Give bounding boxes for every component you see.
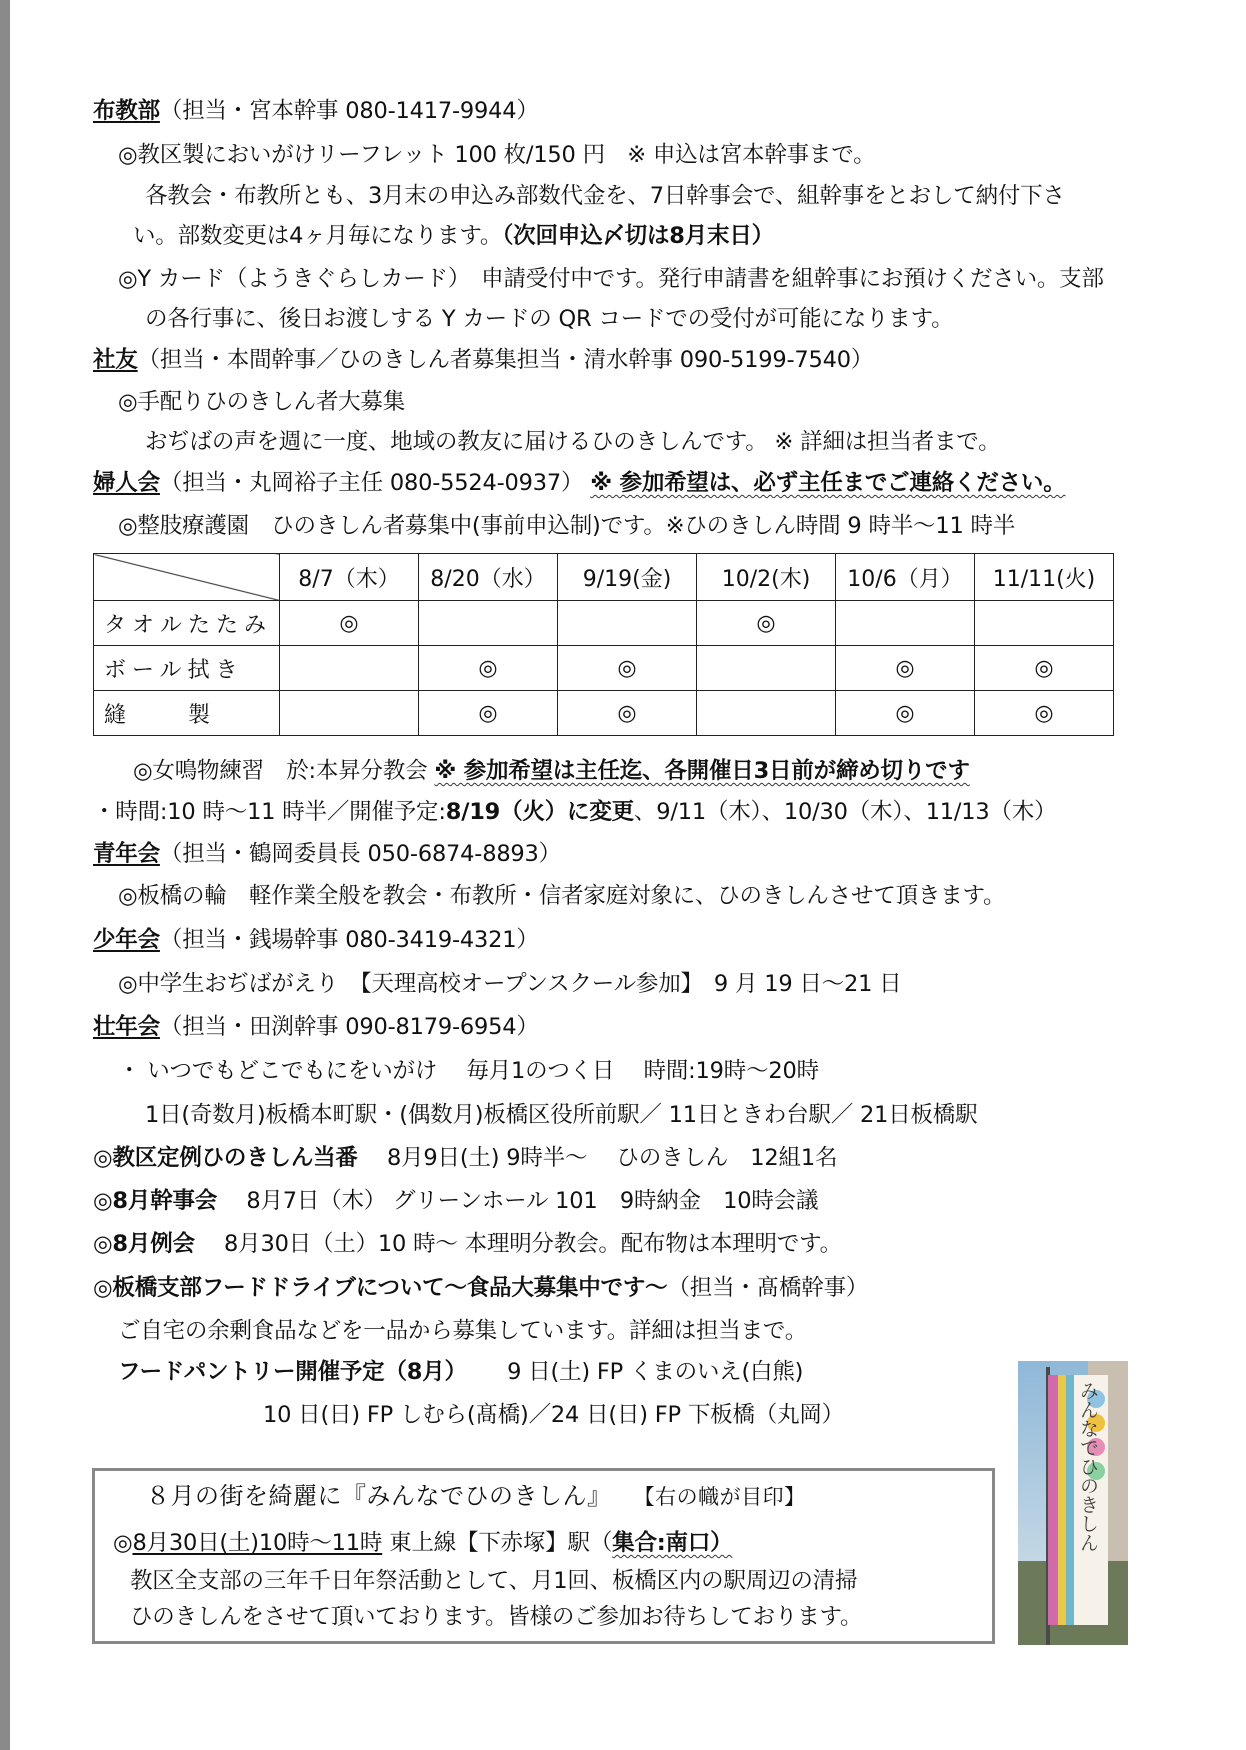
schedule-date: 8/20（水） [419, 554, 558, 601]
text-segment: 布教部 [93, 98, 160, 124]
schedule-date: 10/2(木) [697, 554, 836, 601]
schedule-row [94, 601, 1114, 646]
schedule-cell: ◎ [558, 691, 697, 736]
nobori-flag-photo [1018, 1361, 1128, 1645]
text-segment: 少年会 [93, 927, 160, 953]
text-segment: 1日(奇数月)板橋本町駅・(偶数月)板橋区役所前駅／ 11日ときわ台駅／ 21日板橋駅 [145, 1102, 978, 1128]
text-line [93, 1186, 818, 1216]
banner-title: ８月の街を綺麗に『みんなでひのきしん』 [146, 1482, 612, 1510]
schedule-date: 8/7（木） [280, 554, 419, 601]
text-line [93, 797, 1056, 827]
text-segment: おぢばの声を週に一度、地域の教友に届けるひのきしんです。 ※ 詳細は担当者まで。 [145, 429, 1001, 455]
text-segment: 婦人会 [93, 470, 160, 496]
text-segment: （担当・宮本幹事 080-1417-9944） [159, 98, 539, 124]
flag-photo-graphic [1018, 1361, 1128, 1645]
banner-prefix: ◎ [113, 1530, 133, 1556]
text-line [118, 1316, 807, 1346]
schedule-cell [697, 691, 836, 736]
text-line [118, 1056, 819, 1086]
text-line [93, 96, 539, 126]
text-segment: 社友 [93, 347, 138, 373]
text-line [118, 140, 875, 170]
text-line [133, 756, 970, 786]
schedule-row-label: ボール拭き [94, 646, 280, 691]
schedule-cell [558, 601, 697, 646]
schedule-date: 10/6（月） [836, 554, 975, 601]
schedule-cell [419, 601, 558, 646]
page-edge [0, 0, 10, 1750]
text-segment: 8/19（火）に変更 [445, 799, 634, 825]
text-line [145, 427, 1000, 457]
text-segment: 8月30日（土）10 時～ 本理明分教会。配布物は本理明です。 [194, 1231, 842, 1257]
schedule-cell: ◎ [419, 646, 558, 691]
text-line [118, 969, 901, 999]
text-line [145, 1100, 977, 1130]
schedule-row-label: 縫 製 [94, 691, 280, 736]
schedule-cell: ◎ [419, 691, 558, 736]
text-segment: ◎板橋支部フードドライブについて～食品大募集中です～ [93, 1275, 668, 1301]
banner-when-row [113, 1528, 732, 1558]
schedule-date: 9/19(金) [558, 554, 697, 601]
text-segment: 各教会・布教所とも、3月末の申込み部数代金を、7日幹事会で、組幹事をとおして納付下さ [145, 183, 1065, 209]
schedule-cell: ◎ [975, 691, 1114, 736]
schedule-row [94, 691, 1114, 736]
schedule-corner [94, 554, 280, 601]
text-line [93, 1143, 837, 1173]
text-segment: ※ 参加希望は、必ず主任までご連絡ください。 [590, 470, 1066, 496]
schedule-cell: ◎ [697, 601, 836, 646]
text-segment: ◎8月幹事会 [93, 1188, 218, 1214]
text-segment: 8月9日(土) 9時半～ ひのきしん 12組1名 [357, 1145, 838, 1171]
text-segment: ご自宅の余剰食品などを一品から募集しています。詳細は担当まで。 [118, 1318, 808, 1344]
text-line [93, 468, 1066, 498]
text-line [93, 1273, 868, 1303]
text-line [93, 1229, 842, 1259]
text-line [133, 221, 774, 251]
schedule-cell [280, 691, 419, 736]
flag-text: みんなでひのきしん [1077, 1381, 1099, 1552]
text-segment: （担当・田渕幹事 090-8179-6954） [159, 1014, 539, 1040]
text-segment: 青年会 [93, 841, 160, 867]
text-segment: 10 日(日) FP しむら(髙橋)／24 日(日) FP 下板橋（丸岡） [263, 1402, 844, 1428]
text-line [145, 304, 953, 334]
text-line [93, 1012, 539, 1042]
schedule-header-row [94, 554, 1114, 601]
text-segment: い。部数変更は4ヶ月毎になります。 [133, 223, 503, 249]
text-segment: （担当・本間幹事／ひのきしん者募集担当・清水幹事 090-5199-7540） [137, 347, 874, 373]
banner-meet: 集合:南口） [612, 1530, 733, 1556]
text-segment: 壮年会 [93, 1014, 160, 1040]
text-segment: ◎教区定例ひのきしん当番 [93, 1145, 358, 1171]
text-segment: ◎整肢療護園 ひのきしん者募集中(事前申込制)です。※ひのきしん時間 9 時半～11 時半 [118, 513, 1016, 539]
text-segment: ◎Y カード（ようきぐらしカード） 申請受付中です。発行申請書を組幹事にお預けください。支部 [118, 266, 1104, 292]
schedule-row-label: タオルたたみ [94, 601, 280, 646]
text-segment: （担当・鶴岡委員長 050-6874-8893） [159, 841, 561, 867]
text-line [145, 181, 1065, 211]
schedule-cell [836, 601, 975, 646]
schedule-cell [697, 646, 836, 691]
schedule-cell: ◎ [975, 646, 1114, 691]
text-segment: （担当・銭場幹事 080-3419-4321） [159, 927, 539, 953]
text-segment: ・ いつでもどこでもにをいがけ 毎月1のつく日 時間:19時～20時 [118, 1058, 819, 1084]
schedule-row [94, 646, 1114, 691]
schedule-cell: ◎ [836, 691, 975, 736]
text-segment: 、9/11（木）、10/30（木）、11/13（木） [633, 799, 1057, 825]
text-segment: ※ 参加希望は主任迄、各開催日3日前が締め切りです [434, 758, 970, 784]
text-segment: 9 日(土) FP くまのいえ(白熊) [455, 1359, 804, 1385]
schedule-cell: ◎ [280, 601, 419, 646]
text-line [263, 1400, 844, 1430]
text-segment: 8月7日（木） グリーンホール 101 9時納金 10時会議 [217, 1188, 819, 1214]
schedule-cell [975, 601, 1114, 646]
schedule-cell: ◎ [558, 646, 697, 691]
schedule-cell: ◎ [836, 646, 975, 691]
text-segment: ◎8月例会 [93, 1231, 195, 1257]
text-segment: ◎教区製においがけリーフレット 100 枚/150 円 ※ 申込は宮本幹事まで。 [118, 142, 876, 168]
text-line [118, 881, 1005, 911]
text-segment: フードパントリー開催予定（8月） [118, 1359, 456, 1385]
text-line [93, 925, 539, 955]
text-line [93, 839, 561, 869]
text-segment: （担当・丸岡裕子主任 080-5524-0937） [159, 470, 591, 496]
banner-body-line: ひのきしんをさせて頂いております。皆様のご参加お待ちしております。 [130, 1604, 863, 1630]
banner-when: 8月30日(土)10時～11時 [132, 1530, 383, 1556]
text-line [118, 264, 1104, 294]
text-segment: ・時間:10 時～11 時半／開催予定: [93, 799, 446, 825]
text-segment: ◎板橋の輪 軽作業全般を教会・布教所・信者家庭対象に、ひのきしんさせて頂きます。 [118, 883, 1006, 909]
text-line [118, 511, 1015, 541]
text-segment: （次回申込〆切は8月末日） [502, 223, 774, 249]
schedule-table [93, 553, 1114, 736]
text-line [93, 345, 873, 375]
text-segment: ◎中学生おぢばがえり 【天理高校オープンスクール参加】 9 月 19 日～21 日 [118, 971, 902, 997]
banner-note: 【右の幟が目印】 [633, 1485, 806, 1509]
banner-body-line: 教区全支部の三年千日年祭活動として、月1回、板橋区内の駅周辺の清掃 [130, 1568, 858, 1594]
text-segment: （担当・髙橋幹事） [667, 1275, 869, 1301]
text-segment: ◎女鳴物練習 於:本昇分教会 [133, 758, 435, 784]
text-segment: ◎手配りひのきしん者大募集 [118, 389, 406, 415]
schedule-cell [280, 646, 419, 691]
text-line [118, 1357, 803, 1387]
text-line [118, 387, 405, 417]
banner-title-row [146, 1481, 806, 1512]
banner-where: 東上線【下赤塚】駅（ [382, 1530, 613, 1556]
text-segment: の各行事に、後日お渡しする Y カードの QR コードでの受付が可能になります。 [145, 306, 954, 332]
schedule-date: 11/11(火) [975, 554, 1114, 601]
